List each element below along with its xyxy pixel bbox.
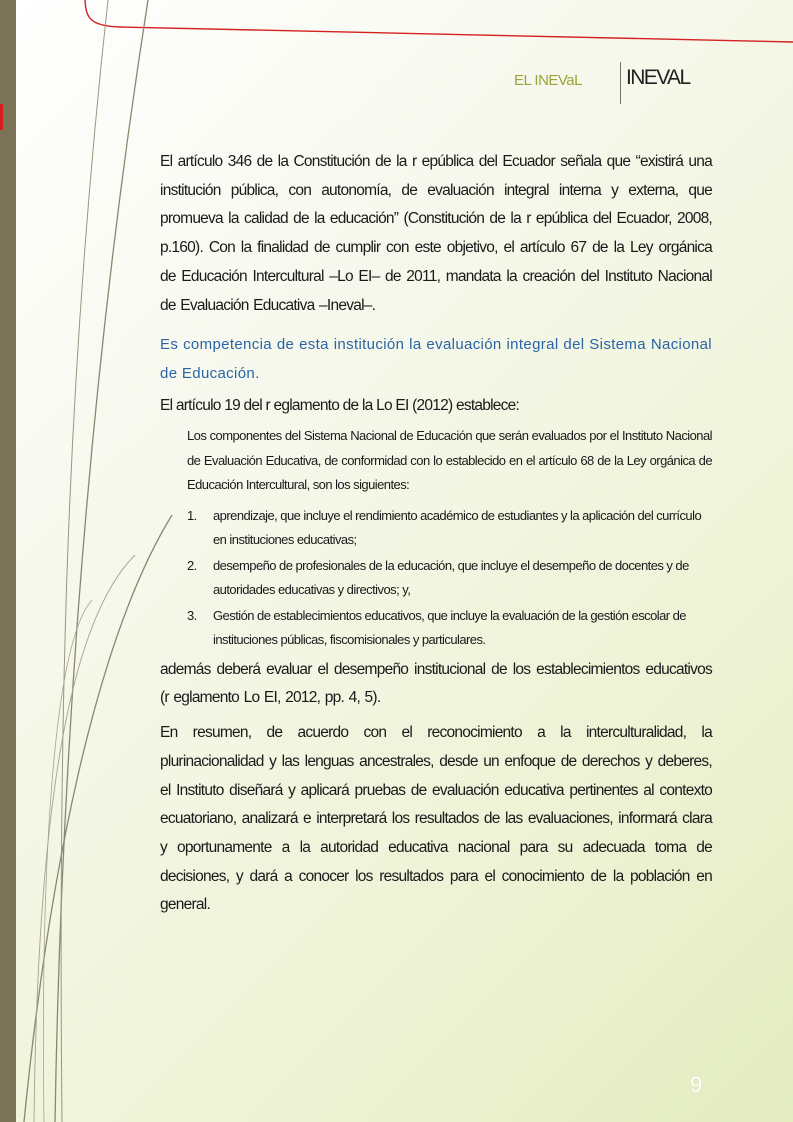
list-item xyxy=(187,554,712,602)
paragraph-institutional: además deberá evaluar el desempeño institucional de los establecimientos educativos (r eglamento Lo EI, 2012, pp. 4, 5). xyxy=(160,660,712,707)
ineval-logo: INEVAL xyxy=(626,66,690,89)
list-item-text: aprendizaje, que incluye el rendimiento académico de estudiantes y la aplicación del currículo en instituciones educativas; xyxy=(213,507,702,547)
section-label: EL INEVaL xyxy=(513,72,582,89)
regulation-quote: Los componentes del Sistema Nacional de Educación que serán evaluados por el Instituto Nacional de Evaluación Educativa, de conformidad con lo establecido en el artículo 68 de la Ley orgánica de Educación Intercultural, son los siguientes: xyxy=(187,428,712,493)
list-item-text: desempeño de profesionales de la educación, que incluye el desempeño de docentes y de autoridades educativas y directivos; y, xyxy=(213,557,689,597)
list-item-number: 3. xyxy=(187,607,197,623)
main-content xyxy=(160,148,712,920)
paragraph-summary: En resumen, de acuerdo con el reconocimiento a la interculturalidad, la plurinacionalidad y las lenguas ancestrales, desde un enfoque de derechos y deberes, el Instituto diseñará y aplicará pruebas de evaluación educativa pertinentes al contexto ecuatoriano, analizará e interpretará los resultados de las evaluaciones, informará clara y oportunamente a la autoridad educativa nacional para su adecuada toma de decisiones, y dará a conocer los resultados para el conocimiento de la población en general. xyxy=(160,724,712,914)
grass-stroke xyxy=(61,0,108,1122)
page-number: 9 xyxy=(690,1072,703,1097)
highlighted-statement: Es competencia de esta institución la evaluación integral del Sistema Nacional de Educación. xyxy=(160,336,712,383)
paragraph-constitution: El artículo 346 de la Constitución de la r epública del Ecuador señala que “existirá una institución pública, con autonomía, de evaluación integral interna y externa, que promueva la calidad de la educación” (Constitución de la r epública del Ecuador, 2008, p.160). Con la finalidad de cumplir con este objetivo, el artículo 67 de la Ley orgánica de Educación Intercultural –Lo EI– de 2011, mandata la creación del Instituto Nacional de Evaluación Educativa –Ineval–. xyxy=(160,153,712,314)
page-header xyxy=(480,60,740,110)
list-item-number: 2. xyxy=(187,557,197,573)
red-curve-line xyxy=(85,0,793,42)
grass-stroke xyxy=(43,600,92,1122)
header-divider xyxy=(620,62,621,104)
grass-stroke xyxy=(34,555,135,1122)
list-item xyxy=(187,604,712,652)
list-item xyxy=(187,504,712,552)
grass-stroke xyxy=(24,515,172,1122)
list-item-text: Gestión de establecimientos educativos, que incluye la evaluación de la gestión escolar de instituciones públicas, fiscomisionales y particulares. xyxy=(213,607,686,647)
components-list xyxy=(187,504,712,652)
regulation-intro: El artículo 19 del r eglamento de la Lo EI (2012) establece: xyxy=(160,397,520,415)
red-edge-mark xyxy=(0,104,3,130)
left-sidebar-bar xyxy=(0,0,16,1122)
list-item-number: 1. xyxy=(187,507,197,523)
grass-stroke xyxy=(55,0,148,1122)
